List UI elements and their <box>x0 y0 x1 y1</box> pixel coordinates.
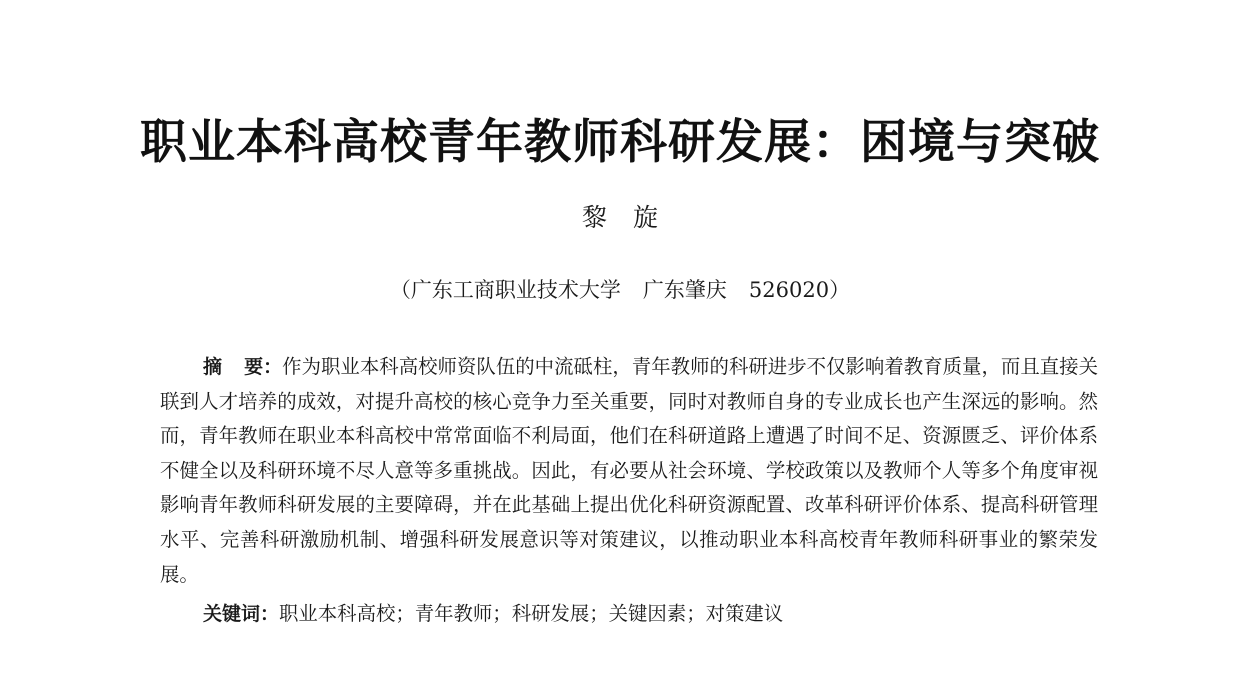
affiliation-city: 广东肇庆 <box>642 278 727 302</box>
abstract-label: 摘 要： <box>203 356 283 378</box>
affiliation-close-paren: ） <box>829 278 851 302</box>
paper-title: 职业本科高校青年教师科研发展：困境与突破 <box>140 115 1100 170</box>
keywords <box>203 598 1103 630</box>
author-affiliation <box>0 274 1240 306</box>
author-name: 黎旋 <box>581 203 684 232</box>
keywords-label: 关键词： <box>203 603 280 625</box>
abstract-text: 作为职业本科高校师资队伍的中流砥柱，青年教师的科研进步不仅影响着教育质量，而且直接关联到人才培养的成效，对提升高校的核心竞争力至关重要，同时对教师自身的专业成长也产生深远的影响。然而，青年教师在职业本科高校中常常面临不利局面，他们在科研道路上遭遇了时间不足、资源匮乏、评价体系不健全以及科研环境不尽人意等多重挑战。因此，有必要从社会环境、学校政策以及教师个人等多个角度审视影响青年教师科研发展的主要障碍，并在此基础上提出优化科研资源配置、改革科研评价体系、提高科研管理水平、完善科研激励机制、增强科研发展意识等对策建议，以推动职业本科高校青年教师科研事业的繁荣发展。 <box>160 355 1098 586</box>
affiliation-open-paren: （ <box>389 278 411 302</box>
abstract <box>160 350 1098 592</box>
affiliation-institution: 广东工商职业技术大学 <box>410 278 621 302</box>
affiliation-postcode: 526020 <box>748 278 830 302</box>
keywords-text: 职业本科高校；青年教师；科研发展；关键因素；对策建议 <box>279 602 784 625</box>
